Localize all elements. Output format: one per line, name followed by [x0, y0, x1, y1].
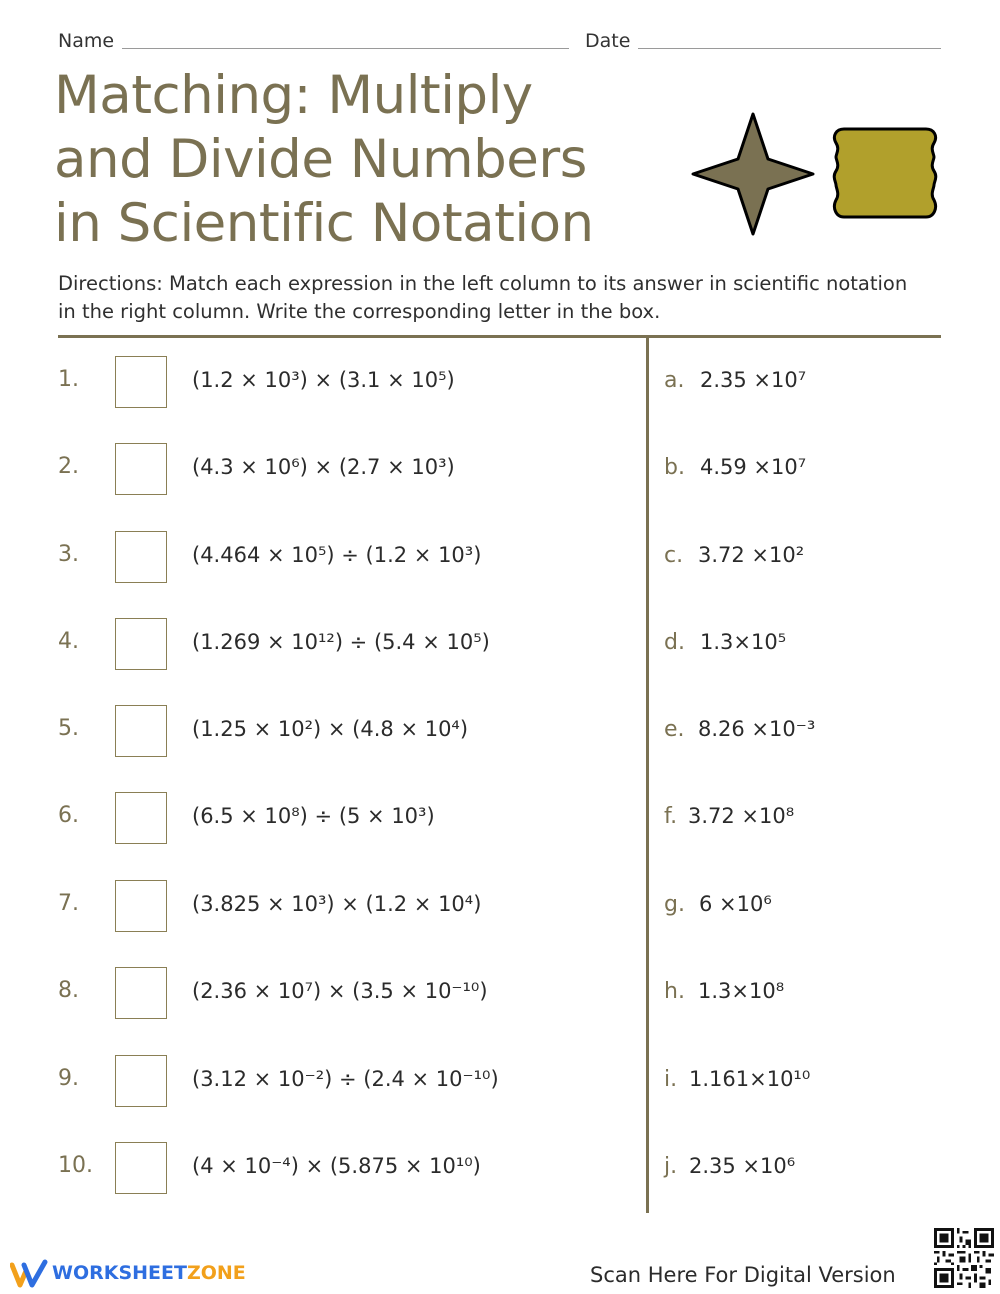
question-expression: (4.464 × 10⁵) ÷ (1.2 × 10³) [192, 543, 482, 567]
answer-value: 1.161×10¹⁰ [689, 1067, 811, 1091]
question-number: 2. [58, 454, 79, 479]
title-line: and Divide Numbers [54, 129, 587, 190]
answer-letter: i. [664, 1067, 678, 1092]
question-number: 10. [58, 1153, 93, 1178]
worksheet-zone-logo-icon [10, 1259, 48, 1289]
answer-box[interactable] [115, 1142, 167, 1194]
answer-letter: g. [664, 892, 685, 917]
answer-letter: c. [664, 543, 684, 568]
question-expression: (6.5 × 10⁸) ÷ (5 × 10³) [192, 804, 435, 828]
answer-option [664, 878, 964, 934]
answer-box[interactable] [115, 880, 167, 932]
answer-value: 8.26 ×10⁻³ [698, 717, 816, 741]
answer-option [664, 703, 964, 759]
question-number: 5. [58, 716, 79, 741]
question-number: 7. [58, 891, 79, 916]
question-expression: (2.36 × 10⁷) × (3.5 × 10⁻¹⁰) [192, 979, 488, 1003]
question-row [0, 441, 646, 497]
answer-value: 1.3×10⁵ [700, 630, 787, 654]
question-row [0, 703, 646, 759]
answer-value: 2.35 ×10⁷ [700, 368, 807, 392]
question-row [0, 1140, 646, 1196]
qr-code-icon[interactable] [934, 1228, 994, 1288]
question-expression: (4 × 10⁻⁴) × (5.875 × 10¹⁰) [192, 1154, 481, 1178]
question-number: 6. [58, 803, 79, 828]
answer-letter: b. [664, 455, 685, 480]
scan-instruction: Scan Here For Digital Version [590, 1263, 896, 1287]
answer-letter: j. [664, 1154, 678, 1179]
answer-value: 2.35 ×10⁶ [689, 1154, 796, 1178]
date-line[interactable] [638, 48, 941, 49]
directions-line: in the right column. Write the corresponding letter in the box. [58, 300, 661, 323]
answer-box[interactable] [115, 967, 167, 1019]
answer-box[interactable] [115, 618, 167, 670]
directions-line: Directions: Match each expression in the left column to its answer in scientific notation [58, 272, 908, 295]
answer-option [664, 965, 964, 1021]
answer-option [664, 790, 964, 846]
answer-option [664, 441, 964, 497]
question-expression: (4.3 × 10⁶) × (2.7 × 10³) [192, 455, 455, 479]
page-title [54, 64, 674, 256]
answer-box[interactable] [115, 443, 167, 495]
answer-box[interactable] [115, 705, 167, 757]
answer-letter: a. [664, 368, 685, 393]
question-number: 1. [58, 367, 79, 392]
column-divider [646, 338, 649, 1213]
question-expression: (1.2 × 10³) × (3.1 × 10⁵) [192, 368, 455, 392]
logo-text [52, 1262, 246, 1284]
wavy-scroll-icon [830, 126, 940, 220]
answer-box[interactable] [115, 1055, 167, 1107]
question-row [0, 965, 646, 1021]
answer-value: 4.59 ×10⁷ [700, 455, 807, 479]
question-expression: (3.12 × 10⁻²) ÷ (2.4 × 10⁻¹⁰) [192, 1067, 499, 1091]
answer-value: 3.72 ×10⁸ [688, 804, 795, 828]
answer-option [664, 354, 964, 410]
question-number: 3. [58, 542, 79, 567]
question-expression: (3.825 × 10³) × (1.2 × 10⁴) [192, 892, 482, 916]
logo-word-worksheet: WORKSHEET [52, 1262, 187, 1284]
question-expression: (1.269 × 10¹²) ÷ (5.4 × 10⁵) [192, 630, 490, 654]
question-row [0, 878, 646, 934]
logo-word-zone: ZONE [186, 1262, 246, 1284]
answer-box[interactable] [115, 531, 167, 583]
answer-option [664, 1140, 964, 1196]
title-line: in Scientific Notation [54, 193, 594, 254]
question-row [0, 354, 646, 410]
top-rule [58, 335, 941, 338]
date-label: Date [585, 30, 631, 52]
answer-value: 3.72 ×10² [698, 543, 805, 567]
question-row [0, 529, 646, 585]
answer-box[interactable] [115, 792, 167, 844]
answer-letter: d. [664, 630, 685, 655]
answer-letter: e. [664, 717, 685, 742]
title-line: Matching: Multiply [54, 65, 533, 126]
answer-box[interactable] [115, 356, 167, 408]
question-row [0, 616, 646, 672]
question-number: 4. [58, 629, 79, 654]
directions [58, 270, 918, 326]
question-expression: (1.25 × 10²) × (4.8 × 10⁴) [192, 717, 469, 741]
answer-option [664, 1053, 964, 1109]
answer-value: 6 ×10⁶ [699, 892, 772, 916]
question-row [0, 1053, 646, 1109]
question-row [0, 790, 646, 846]
answer-value: 1.3×10⁸ [698, 979, 785, 1003]
answer-letter: h. [664, 979, 685, 1004]
four-point-star-icon [690, 112, 816, 236]
name-line[interactable] [122, 48, 569, 49]
question-number: 9. [58, 1066, 79, 1091]
answer-letter: f. [664, 804, 678, 829]
name-label: Name [58, 30, 115, 52]
question-number: 8. [58, 978, 79, 1003]
answer-option [664, 529, 964, 585]
answer-option [664, 616, 964, 672]
